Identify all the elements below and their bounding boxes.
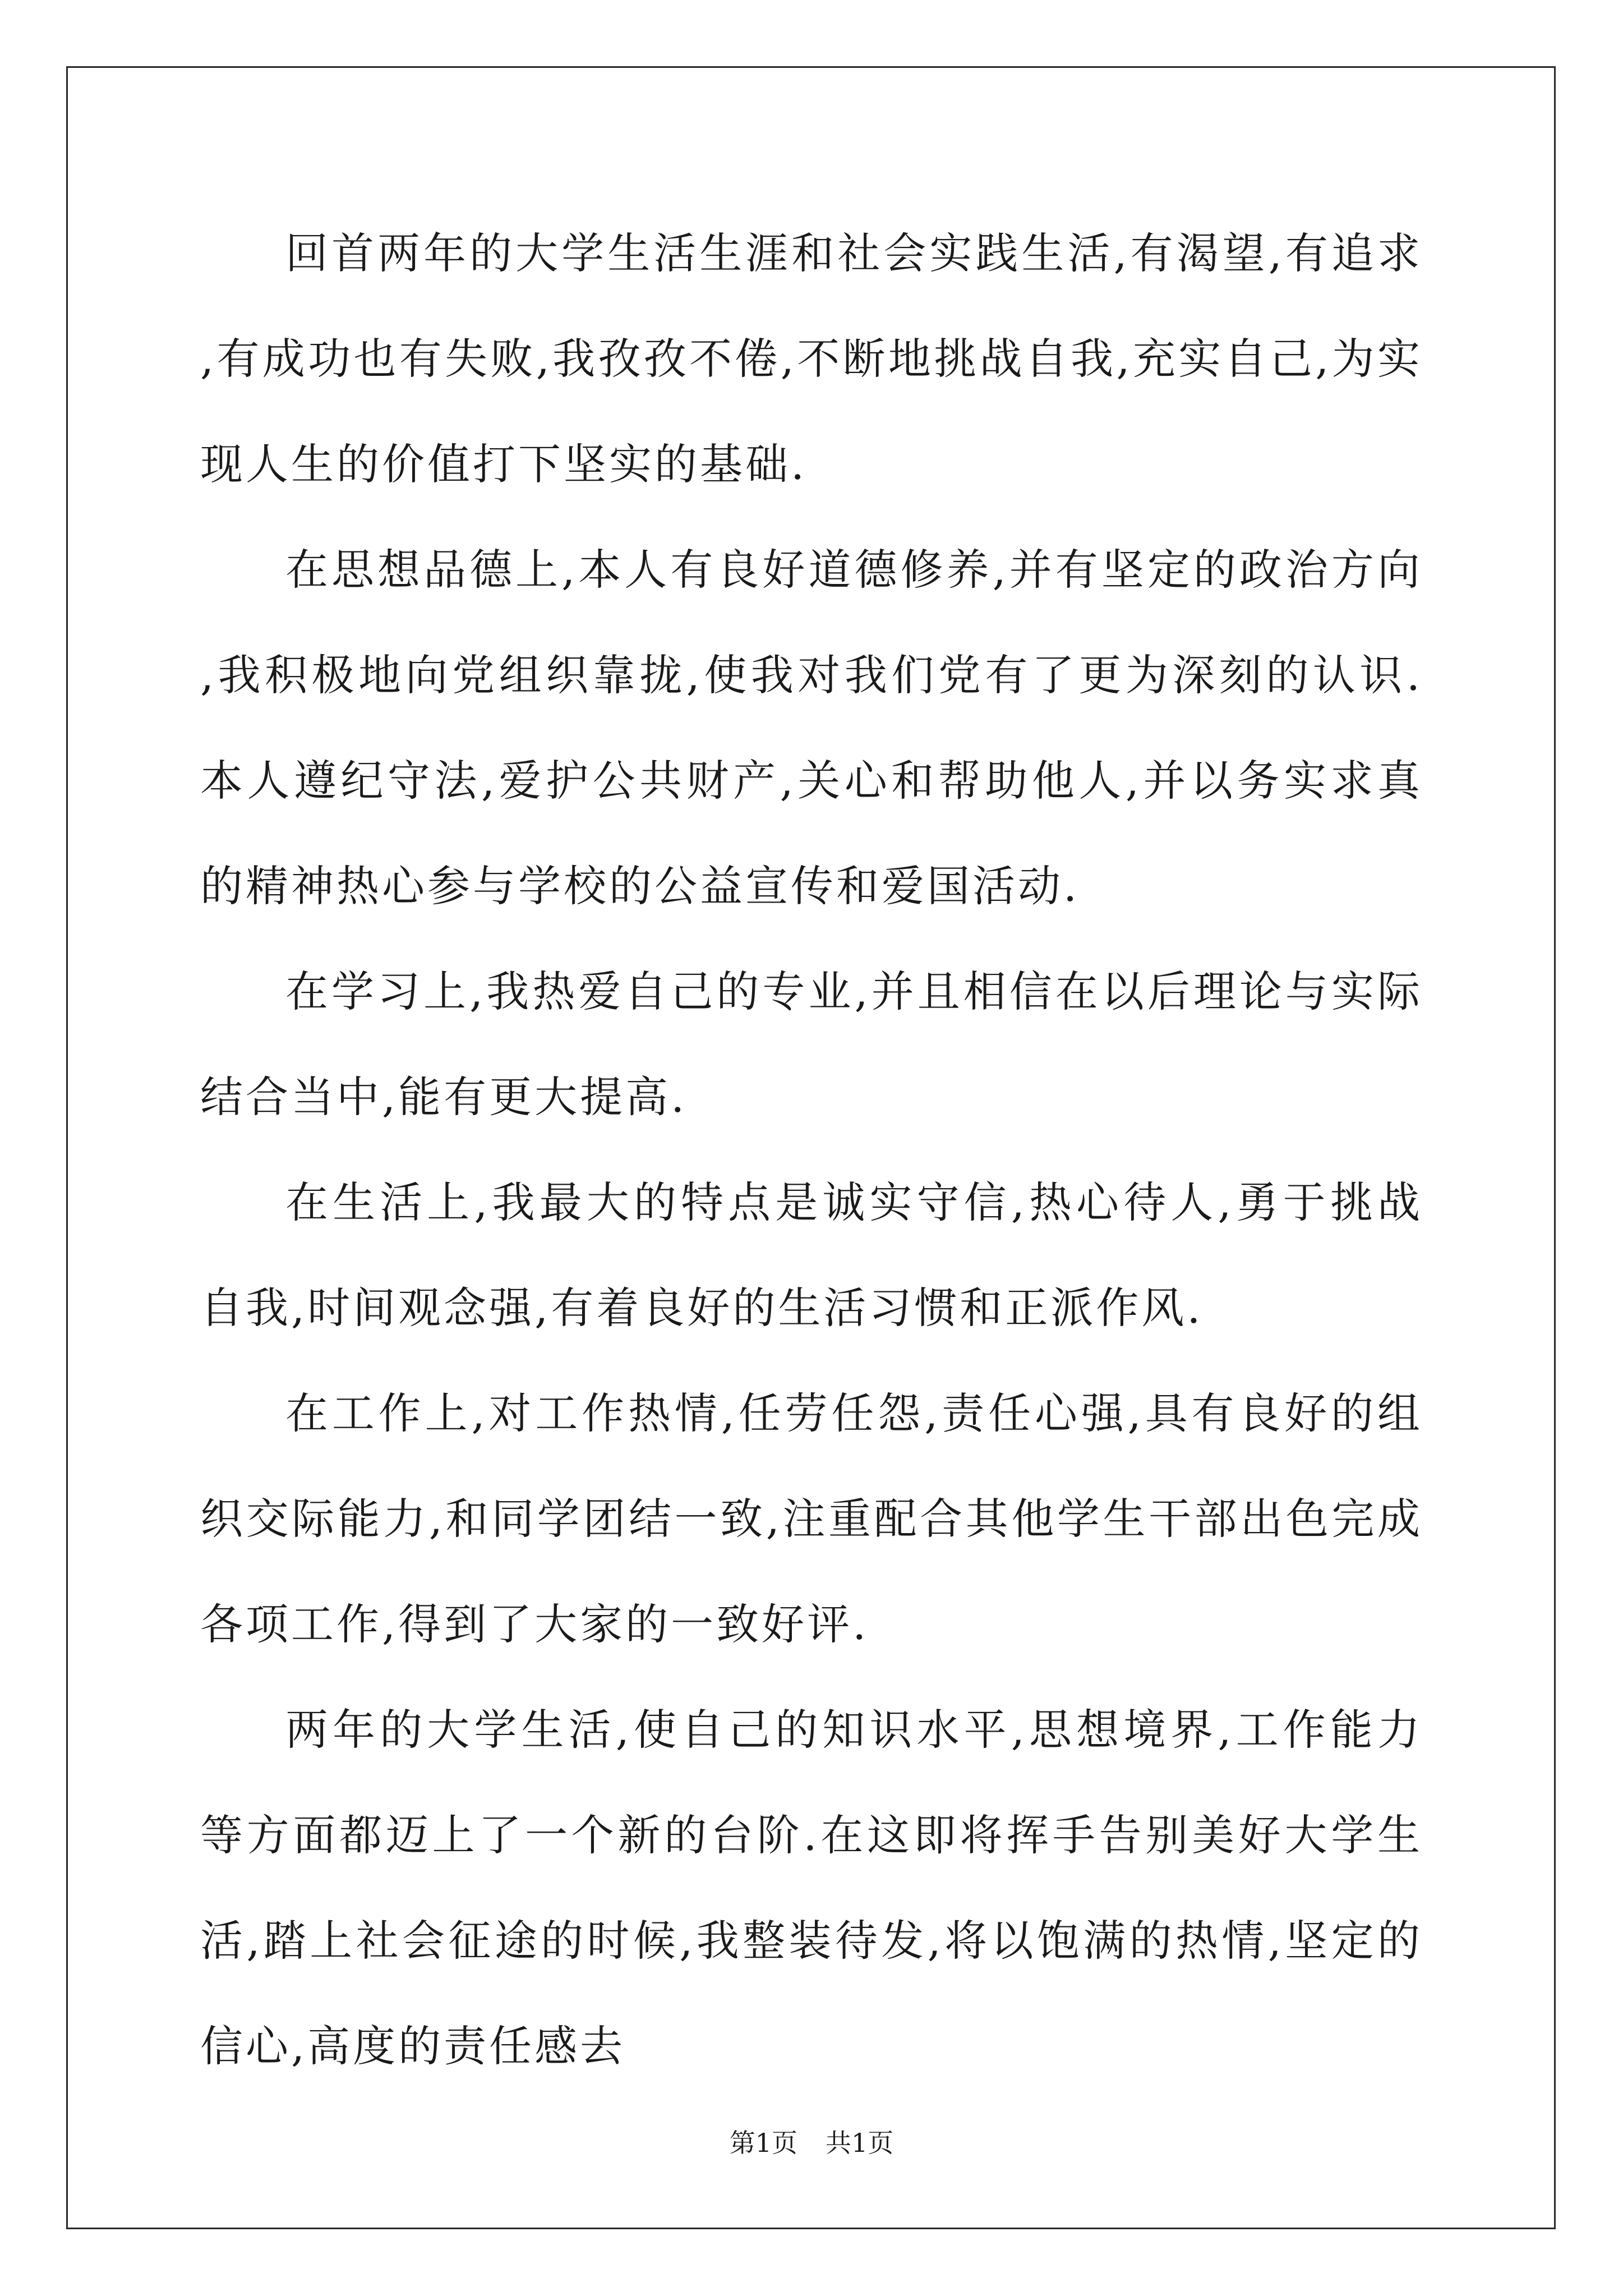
paragraph: 在工作上,对工作热情,任劳任怨,责任心强,具有良好的组织交际能力,和同学团结一致,注重配合其他学生干部出色完成各项工作,得到了大家的一致好评. bbox=[200, 1388, 1423, 1649]
paragraph: 两年的大学生活,使自己的知识水平,思想境界,工作能力等方面都迈上了一个新的台阶.在这即将挥手告别美好大学生活,踏上社会征途的时候,我整装待发,将以饱满的热情,坚定的信心,高度的责任感去 bbox=[200, 1705, 1423, 2071]
paragraph: 回首两年的大学生活生涯和社会实践生活,有渴望,有追求,有成功也有失败,我孜孜不倦,不断地挑战自我,充实自己,为实现人生的价值打下坚实的基础. bbox=[200, 228, 1423, 489]
paragraph: 在生活上,我最大的特点是诚实守信,热心待人,勇于挑战自我,时间观念强,有着良好的生活习惯和正派作风. bbox=[200, 1177, 1423, 1333]
page-number-total: 共1页 bbox=[826, 2128, 894, 2158]
paragraph: 在学习上,我热爱自己的专业,并且相信在以后理论与实际结合当中,能有更大提高. bbox=[200, 967, 1423, 1122]
paragraph: 在思想品德上,本人有良好道德修养,并有坚定的政治方向,我积极地向党组织靠拢,使我对我们党有了更为深刻的认识.本人遵纪守法,爱护公共财产,关心和帮助他人,并以务实求真的精神热心参与学校的公益宣传和爱国活动. bbox=[200, 545, 1423, 911]
page-footer bbox=[0, 2126, 1623, 2160]
document-body bbox=[200, 201, 1423, 2099]
page-number-current: 第1页 bbox=[729, 2128, 797, 2158]
